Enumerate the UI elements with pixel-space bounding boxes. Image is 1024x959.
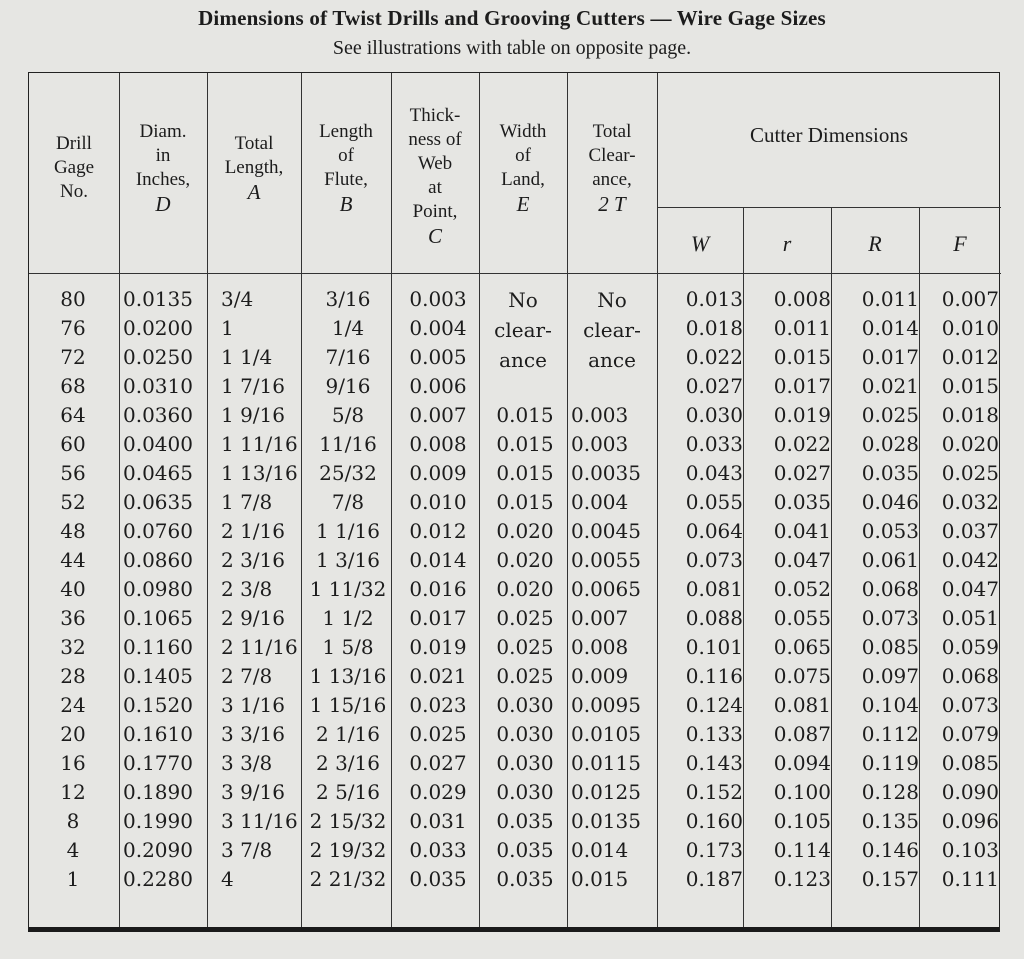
- cell-cutter-r: 0.075: [773, 664, 831, 688]
- cell-flute-length: 2 15/32: [309, 809, 387, 833]
- cell-cutter-R: 0.011: [861, 287, 919, 311]
- cell-cutter-R: 0.135: [861, 809, 919, 833]
- cell-clearance: 0.009: [571, 664, 629, 688]
- cell-web-thickness: 0.004: [409, 316, 467, 340]
- cell-land-width: 0.035: [496, 809, 554, 833]
- cell-total-length: 2 3/8: [221, 577, 273, 601]
- cell-diameter: 0.0250: [123, 345, 193, 369]
- cell-flute-length: 3/16: [325, 287, 371, 311]
- cell-web-thickness: 0.019: [409, 635, 467, 659]
- cell-web-thickness: 0.003: [409, 287, 467, 311]
- cell-land-width: 0.035: [496, 867, 554, 891]
- cell-gage: 48: [60, 519, 86, 543]
- table-row: [29, 720, 1001, 749]
- cell-total-length: 2 1/16: [221, 519, 285, 543]
- cell-diameter: 0.0760: [123, 519, 193, 543]
- dimension-table: [28, 72, 1000, 932]
- cell-web-thickness: 0.006: [409, 374, 467, 398]
- cell-land-width: [483, 343, 567, 372]
- cell-cutter-F: 0.073: [941, 693, 999, 717]
- cell-cutter-r: 0.114: [773, 838, 831, 862]
- table-row: [29, 546, 1001, 575]
- cell-clearance: 0.0115: [571, 751, 641, 775]
- cell-flute-length: 2 5/16: [316, 780, 380, 804]
- cell-cutter-r: 0.022: [773, 432, 831, 456]
- cell-flute-length: 11/16: [319, 432, 377, 456]
- cell-land-width: 0.015: [496, 403, 554, 427]
- cell-land-width: 0.020: [496, 548, 554, 572]
- cell-diameter: 0.0400: [123, 432, 193, 456]
- table-row: [29, 517, 1001, 546]
- cell-clearance: 0.0065: [571, 577, 641, 601]
- cell-cutter-r: 0.123: [773, 867, 831, 891]
- cell-cutter-w: 0.022: [685, 345, 743, 369]
- cell-land-width: 0.015: [496, 490, 554, 514]
- cell-cutter-F: 0.032: [941, 490, 999, 514]
- cell-flute-length: 2 19/32: [309, 838, 387, 862]
- cell-cutter-R: 0.128: [861, 780, 919, 804]
- cell-cutter-r: 0.055: [773, 606, 831, 630]
- cell-cutter-R: 0.017: [861, 345, 919, 369]
- cell-cutter-w: 0.030: [685, 403, 743, 427]
- header-gage: Drill Gage No.: [53, 133, 95, 202]
- cell-flute-length: 2 1/16: [316, 722, 380, 746]
- table-row: [29, 865, 1001, 894]
- cell-cutter-R: 0.021: [861, 374, 919, 398]
- cell-cutter-R: 0.112: [861, 722, 919, 746]
- page-title: Dimensions of Twist Drills and Grooving Cutters — Wire Gage Sizes: [198, 6, 826, 30]
- cell-web-thickness: 0.023: [409, 693, 467, 717]
- cell-cutter-F: 0.059: [941, 635, 999, 659]
- table-row: [29, 314, 1001, 343]
- cell-cutter-w: 0.073: [685, 548, 743, 572]
- cell-cutter-w: 0.116: [685, 664, 743, 688]
- cell-gage: 40: [60, 577, 86, 601]
- header-total-length: Total Length, A: [224, 133, 284, 204]
- cell-cutter-r: 0.027: [773, 461, 831, 485]
- cell-web-thickness: 0.021: [409, 664, 467, 688]
- header-cutter-R: R: [868, 231, 882, 256]
- cell-cutter-F: 0.090: [941, 780, 999, 804]
- cell-total-length: 2 11/16: [221, 635, 298, 659]
- cell-gage: 1: [66, 867, 80, 891]
- cell-cutter-F: 0.079: [941, 722, 999, 746]
- cell-diameter: 0.0360: [123, 403, 193, 427]
- cell-land-width: 0.020: [496, 519, 554, 543]
- cell-total-length: 2 3/16: [221, 548, 285, 572]
- cell-cutter-r: 0.017: [773, 374, 831, 398]
- cell-gage: 56: [60, 461, 86, 485]
- table-row: [29, 285, 1001, 314]
- cell-web-thickness: 0.025: [409, 722, 467, 746]
- cell-cutter-F: 0.010: [941, 316, 999, 340]
- cell-total-length: 1 1/4: [221, 345, 273, 369]
- header-flute-length: Length of Flute, B: [319, 121, 373, 216]
- cell-cutter-R: 0.157: [861, 867, 919, 891]
- clearance-no-clearance-note: No clear- ance: [583, 288, 641, 372]
- header-total-clearance: Total Clear- ance, 2 T: [588, 121, 636, 216]
- cell-cutter-r: 0.094: [773, 751, 831, 775]
- cell-land-width: 0.035: [496, 838, 554, 862]
- table-body: [29, 285, 1001, 894]
- header-cutter-w: W: [690, 231, 710, 256]
- cell-clearance: 0.003: [571, 432, 629, 456]
- cell-total-length: 1 11/16: [221, 432, 298, 456]
- cell-cutter-R: 0.068: [861, 577, 919, 601]
- header-cutter-F: F: [953, 231, 967, 256]
- cell-gage: 8: [66, 809, 80, 833]
- cell-land-width: [483, 314, 567, 343]
- cell-cutter-w: 0.081: [685, 577, 743, 601]
- cell-flute-length: 7/8: [331, 490, 365, 514]
- table-row: [29, 401, 1001, 430]
- cell-flute-length: 1 3/16: [316, 548, 380, 572]
- header-bottom-rule: [29, 273, 1001, 274]
- table-row: [29, 807, 1001, 836]
- cell-cutter-R: 0.028: [861, 432, 919, 456]
- cell-cutter-R: 0.014: [861, 316, 919, 340]
- cell-flute-length: 1 11/32: [309, 577, 387, 601]
- cell-cutter-r: 0.105: [773, 809, 831, 833]
- cell-diameter: 0.1160: [123, 635, 193, 659]
- cell-total-length: 2 7/8: [221, 664, 273, 688]
- cell-total-length: 2 9/16: [221, 606, 285, 630]
- cell-gage: 12: [60, 780, 86, 804]
- header-cutter-dimensions: Cutter Dimensions: [749, 123, 909, 147]
- table-row: [29, 430, 1001, 459]
- cell-land-width: 0.025: [496, 664, 554, 688]
- cell-flute-length: 1 1/16: [316, 519, 380, 543]
- cell-land-width: 0.030: [496, 780, 554, 804]
- cell-flute-length: 9/16: [325, 374, 371, 398]
- cell-clearance: [569, 372, 657, 401]
- header-diameter: Diam. in Inches, D: [135, 121, 191, 216]
- cell-web-thickness: 0.012: [409, 519, 467, 543]
- cell-cutter-F: 0.007: [941, 287, 999, 311]
- cell-cutter-w: 0.027: [685, 374, 743, 398]
- cell-clearance: 0.0035: [571, 461, 641, 485]
- cell-flute-length: 5/8: [331, 403, 365, 427]
- table-row: [29, 604, 1001, 633]
- cell-clearance: 0.014: [571, 838, 629, 862]
- cell-total-length: 3 9/16: [221, 780, 285, 804]
- cell-cutter-w: 0.124: [685, 693, 743, 717]
- cell-cutter-w: 0.173: [685, 838, 743, 862]
- header-web-thickness: Thick- ness of Web at Point, C: [408, 105, 462, 248]
- cell-cutter-w: 0.133: [685, 722, 743, 746]
- cell-diameter: 0.1770: [123, 751, 193, 775]
- cell-cutter-R: 0.104: [861, 693, 919, 717]
- cell-cutter-r: 0.065: [773, 635, 831, 659]
- table-row: [29, 691, 1001, 720]
- cell-cutter-r: 0.041: [773, 519, 831, 543]
- cell-total-length: 3 7/8: [221, 838, 273, 862]
- cell-clearance: 0.0055: [571, 548, 641, 572]
- cell-flute-length: 7/16: [325, 345, 371, 369]
- cell-cutter-r: 0.100: [773, 780, 831, 804]
- cell-gage: 72: [60, 345, 86, 369]
- cell-cutter-R: 0.046: [861, 490, 919, 514]
- cell-diameter: 0.0860: [123, 548, 193, 572]
- cell-cutter-F: 0.096: [941, 809, 999, 833]
- table-row: [29, 488, 1001, 517]
- cell-web-thickness: 0.008: [409, 432, 467, 456]
- cell-cutter-F: 0.025: [941, 461, 999, 485]
- cell-web-thickness: 0.010: [409, 490, 467, 514]
- cell-cutter-F: 0.042: [941, 548, 999, 572]
- cell-cutter-r: 0.087: [773, 722, 831, 746]
- cell-diameter: 0.2090: [123, 838, 193, 862]
- cell-gage: 24: [60, 693, 86, 717]
- table-row: [29, 459, 1001, 488]
- table-row: [29, 836, 1001, 865]
- cell-flute-length: 1/4: [331, 316, 365, 340]
- cell-web-thickness: 0.029: [409, 780, 467, 804]
- cell-land-width: 0.030: [496, 722, 554, 746]
- cell-cutter-R: 0.035: [861, 461, 919, 485]
- cell-gage: 28: [60, 664, 86, 688]
- cell-diameter: 0.0465: [123, 461, 193, 485]
- table-row: [29, 372, 1001, 401]
- cell-clearance: 0.003: [571, 403, 629, 427]
- header-cutter-r: r: [782, 231, 792, 256]
- cell-gage: 16: [60, 751, 86, 775]
- cell-cutter-R: 0.061: [861, 548, 919, 572]
- cell-total-length: 1 9/16: [221, 403, 285, 427]
- cell-cutter-w: 0.187: [685, 867, 743, 891]
- cell-total-length: 3/4: [221, 287, 254, 311]
- cell-total-length: 1 13/16: [221, 461, 298, 485]
- cell-cutter-w: 0.152: [685, 780, 743, 804]
- cell-cutter-w: 0.043: [685, 461, 743, 485]
- cell-gage: 52: [60, 490, 86, 514]
- cell-cutter-r: 0.052: [773, 577, 831, 601]
- land-no-clearance-note: No clear- ance: [494, 288, 552, 372]
- cell-cutter-r: 0.035: [773, 490, 831, 514]
- cell-gage: 44: [60, 548, 86, 572]
- cell-clearance: [569, 314, 657, 343]
- cell-gage: 36: [60, 606, 86, 630]
- cell-cutter-w: 0.088: [685, 606, 743, 630]
- cell-total-length: 4: [221, 867, 234, 891]
- cell-cutter-F: 0.012: [941, 345, 999, 369]
- cell-cutter-F: 0.068: [941, 664, 999, 688]
- cell-cutter-r: 0.081: [773, 693, 831, 717]
- cell-web-thickness: 0.016: [409, 577, 467, 601]
- cell-land-width: [483, 285, 567, 314]
- cell-clearance: 0.0135: [571, 809, 641, 833]
- cell-cutter-w: 0.013: [685, 287, 743, 311]
- cell-cutter-R: 0.097: [861, 664, 919, 688]
- table-row: [29, 343, 1001, 372]
- cell-land-width: 0.020: [496, 577, 554, 601]
- cell-diameter: 0.1520: [123, 693, 193, 717]
- cell-land-width: 0.015: [496, 432, 554, 456]
- table-row: [29, 662, 1001, 691]
- cell-diameter: 0.1890: [123, 780, 193, 804]
- cell-cutter-r: 0.011: [773, 316, 831, 340]
- page-subtitle: See illustrations with table on opposite page.: [332, 37, 692, 59]
- cell-gage: 60: [60, 432, 86, 456]
- cell-cutter-w: 0.018: [685, 316, 743, 340]
- cell-diameter: 0.0635: [123, 490, 193, 514]
- cell-cutter-R: 0.053: [861, 519, 919, 543]
- cell-clearance: [569, 285, 657, 314]
- table-row: [29, 633, 1001, 662]
- cell-flute-length: 1 5/8: [322, 635, 374, 659]
- cutter-header-rule: [657, 207, 1001, 208]
- cell-cutter-R: 0.025: [861, 403, 919, 427]
- cell-cutter-F: 0.103: [941, 838, 999, 862]
- cell-diameter: 0.1990: [123, 809, 193, 833]
- cell-total-length: 3 3/8: [221, 751, 273, 775]
- cell-flute-length: 25/32: [319, 461, 377, 485]
- cell-total-length: 3 11/16: [221, 809, 298, 833]
- cell-gage: 68: [60, 374, 86, 398]
- cell-clearance: 0.008: [571, 635, 629, 659]
- cell-total-length: 3 3/16: [221, 722, 285, 746]
- cell-cutter-F: 0.085: [941, 751, 999, 775]
- table-row: [29, 778, 1001, 807]
- cell-web-thickness: 0.005: [409, 345, 467, 369]
- cell-land-width: 0.025: [496, 606, 554, 630]
- cell-diameter: 0.0310: [123, 374, 193, 398]
- cell-diameter: 0.2280: [123, 867, 193, 891]
- cell-land-width: 0.025: [496, 635, 554, 659]
- cell-diameter: 0.1405: [123, 664, 193, 688]
- cell-diameter: 0.0200: [123, 316, 193, 340]
- cell-cutter-w: 0.055: [685, 490, 743, 514]
- cell-gage: 20: [60, 722, 86, 746]
- cell-diameter: 0.1610: [123, 722, 193, 746]
- cell-flute-length: 1 13/16: [309, 664, 387, 688]
- cell-total-length: 1: [221, 316, 234, 340]
- cell-gage: 64: [60, 403, 86, 427]
- cell-cutter-F: 0.020: [941, 432, 999, 456]
- cell-land-width: 0.030: [496, 693, 554, 717]
- cell-clearance: 0.0045: [571, 519, 641, 543]
- cell-cutter-r: 0.019: [773, 403, 831, 427]
- cell-cutter-w: 0.033: [685, 432, 743, 456]
- cell-clearance: 0.004: [571, 490, 629, 514]
- cell-cutter-w: 0.101: [685, 635, 743, 659]
- cell-web-thickness: 0.033: [409, 838, 467, 862]
- cell-cutter-R: 0.085: [861, 635, 919, 659]
- cell-clearance: 0.0095: [571, 693, 641, 717]
- cell-cutter-F: 0.018: [941, 403, 999, 427]
- cell-flute-length: 2 21/32: [309, 867, 387, 891]
- cell-clearance: 0.015: [571, 867, 629, 891]
- cell-cutter-F: 0.015: [941, 374, 999, 398]
- cell-cutter-R: 0.146: [861, 838, 919, 862]
- cell-web-thickness: 0.007: [409, 403, 467, 427]
- cell-flute-length: 1 1/2: [322, 606, 374, 630]
- cell-web-thickness: 0.009: [409, 461, 467, 485]
- cell-gage: 4: [66, 838, 80, 862]
- cell-diameter: 0.1065: [123, 606, 193, 630]
- cell-land-width: 0.030: [496, 751, 554, 775]
- cell-land-width: [483, 372, 567, 401]
- cell-flute-length: 1 15/16: [309, 693, 387, 717]
- cell-gage: 32: [60, 635, 86, 659]
- cell-gage: 76: [60, 316, 86, 340]
- cell-flute-length: 2 3/16: [316, 751, 380, 775]
- cell-web-thickness: 0.027: [409, 751, 467, 775]
- cell-total-length: 1 7/16: [221, 374, 285, 398]
- cell-diameter: 0.0135: [123, 287, 193, 311]
- cell-gage: 80: [60, 287, 86, 311]
- cell-total-length: 1 7/8: [221, 490, 273, 514]
- cell-total-length: 3 1/16: [221, 693, 285, 717]
- cell-cutter-F: 0.047: [941, 577, 999, 601]
- cell-clearance: 0.007: [571, 606, 629, 630]
- cell-cutter-R: 0.119: [861, 751, 919, 775]
- cell-cutter-w: 0.143: [685, 751, 743, 775]
- cell-web-thickness: 0.031: [409, 809, 467, 833]
- cell-clearance: 0.0105: [571, 722, 641, 746]
- cell-clearance: 0.0125: [571, 780, 641, 804]
- cell-cutter-r: 0.047: [773, 548, 831, 572]
- cell-cutter-w: 0.064: [685, 519, 743, 543]
- cell-cutter-F: 0.111: [941, 867, 999, 891]
- cell-web-thickness: 0.017: [409, 606, 467, 630]
- cell-cutter-r: 0.008: [773, 287, 831, 311]
- table-row: [29, 575, 1001, 604]
- cell-diameter: 0.0980: [123, 577, 193, 601]
- cell-web-thickness: 0.035: [409, 867, 467, 891]
- table-row: [29, 749, 1001, 778]
- cell-web-thickness: 0.014: [409, 548, 467, 572]
- cell-cutter-F: 0.037: [941, 519, 999, 543]
- cell-land-width: 0.015: [496, 461, 554, 485]
- cell-cutter-R: 0.073: [861, 606, 919, 630]
- cell-cutter-r: 0.015: [773, 345, 831, 369]
- cell-clearance: [569, 343, 657, 372]
- header-land-width: Width of Land, E: [499, 121, 547, 216]
- cell-cutter-F: 0.051: [941, 606, 999, 630]
- cell-cutter-w: 0.160: [685, 809, 743, 833]
